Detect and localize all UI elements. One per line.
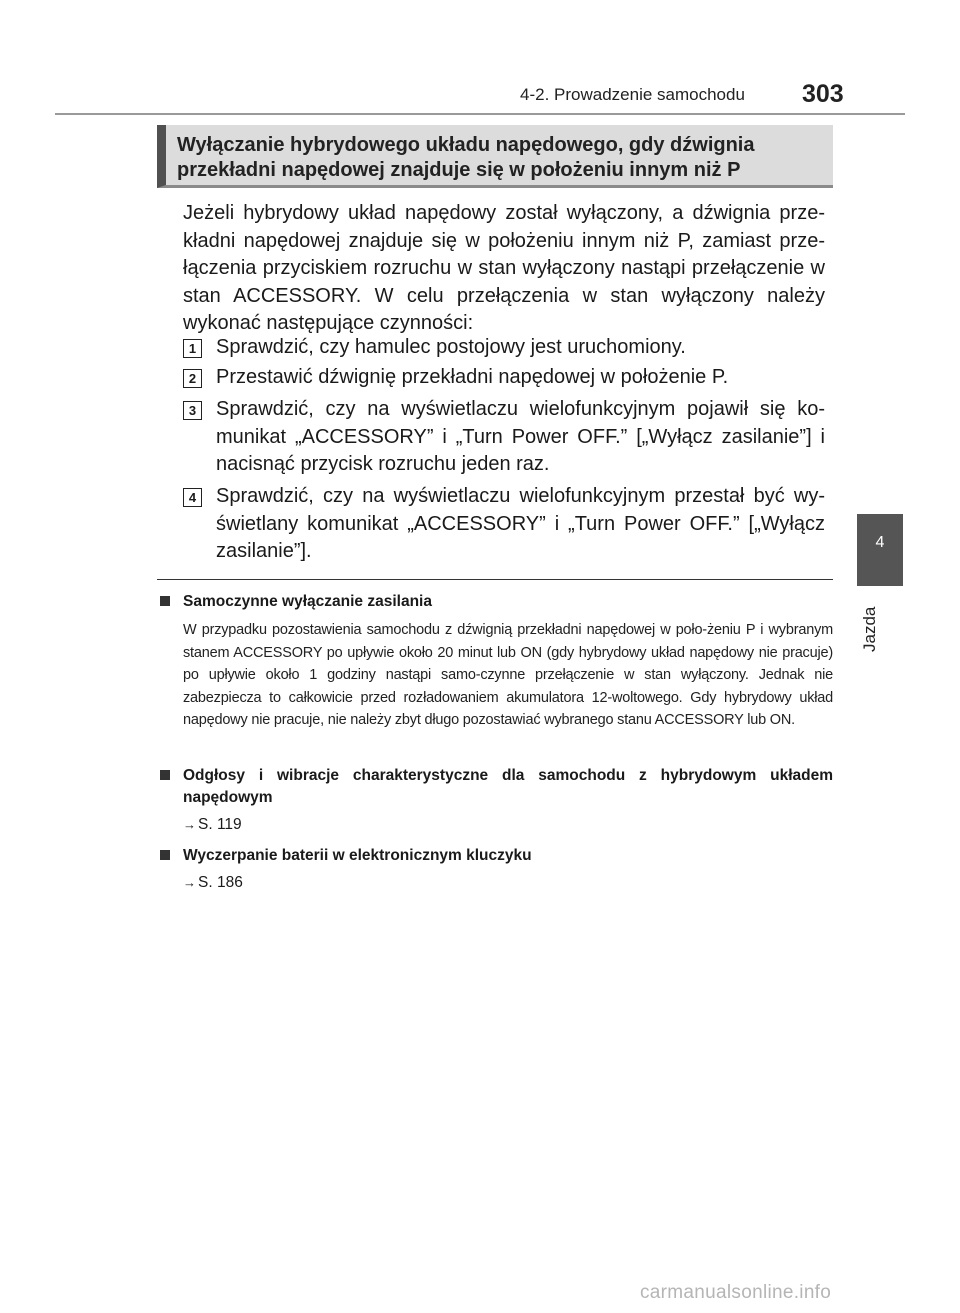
step-number: 3 [183, 401, 202, 420]
note-item [157, 591, 833, 732]
step-number: 4 [183, 488, 202, 507]
chapter-tab-number: 4 [875, 534, 885, 551]
step-text: Sprawdzić, czy hamulec postojowy jest uruchomiony. [216, 336, 686, 358]
page-reference-label: S. 186 [198, 874, 243, 891]
watermark: carmanualsonline.info [640, 1282, 832, 1303]
header-divider [55, 113, 905, 115]
step-text: Przestawić dźwignię przekładni napędowej w położenie P. [216, 366, 729, 388]
note-item [157, 845, 833, 894]
note-body: W przypadku pozostawienia samochodu z dźwignią przekładni napędowej w poło-żeniu P i wybranym stanem ACCESSORY po upływie około 20 minut lub ON (gdy hybrydowy układ napędowy nie pracuje) po upływie około 1 godziny nastąpi samo-czynne przełączenie w stan wyłączony. Jednak nie zabezpiecza to całkowicie przed rozładowaniem akumulatora 12-woltowego. Gdy hybrydowy układ napędowy nie pracuje, nie należy zbyt długo pozostawiać wybranego stanu ACCESSORY lub ON. [183, 622, 833, 729]
arrow-right-icon: → [183, 817, 196, 832]
square-bullet-icon [160, 770, 170, 780]
step-text: Sprawdzić, czy na wyświetlaczu wielofunkcyjnym pojawił się ko-munikat „ACCESSORY” i „Turn Power OFF.” [„Wyłącz zasilanie”] i nacisnąć przycisk rozruchu jeden raz. [216, 398, 825, 475]
chapter-tab-label: Jazda [860, 606, 879, 652]
intro-paragraph: Jeżeli hybrydowy układ napędowy został wyłączony, a dźwignia prze-kładni napędowej znajduje się w położeniu innym niż P, zamiast prze-łączenia przyciskiem rozruchu w stan wyłączony nastąpi przełączenie w stan ACCESSORY. W celu przełączenia w stan wyłączony należy wykonać następujące czynności: [183, 202, 825, 334]
note-title: Samoczynne wyłączanie zasilania [183, 593, 432, 610]
step-item [183, 396, 825, 479]
section-heading: Wyłączanie hybrydowego układu napędowego, gdy dźwignia przekładni napędowej znajduje się w położeniu innym niż P [177, 134, 755, 181]
arrow-right-icon: → [183, 875, 196, 890]
page-reference[interactable] [183, 814, 833, 836]
page-number: 303 [802, 80, 844, 108]
page-reference-label: S. 119 [198, 816, 242, 833]
step-number: 2 [183, 369, 202, 388]
note-title: Wyczerpanie baterii w elektronicznym kluczyku [183, 847, 532, 864]
notes-divider [157, 579, 833, 580]
page-reference[interactable] [183, 872, 833, 894]
step-item [183, 334, 825, 362]
running-header-section: 4-2. Prowadzenie samochodu [520, 85, 745, 104]
step-item [183, 364, 825, 392]
square-bullet-icon [160, 850, 170, 860]
note-item [157, 765, 833, 836]
step-number: 1 [183, 339, 202, 358]
step-text: Sprawdzić, czy na wyświetlaczu wielofunkcyjnym przestał być wy-świetlany komunikat „ACCESSORY” i „Turn Power OFF.” [„Wyłącz zasilanie”]. [216, 485, 825, 562]
step-item [183, 483, 825, 566]
note-title: Odgłosy i wibracje charakterystyczne dla samochodu z hybrydowym układem napędowym [183, 767, 833, 806]
square-bullet-icon [160, 596, 170, 606]
